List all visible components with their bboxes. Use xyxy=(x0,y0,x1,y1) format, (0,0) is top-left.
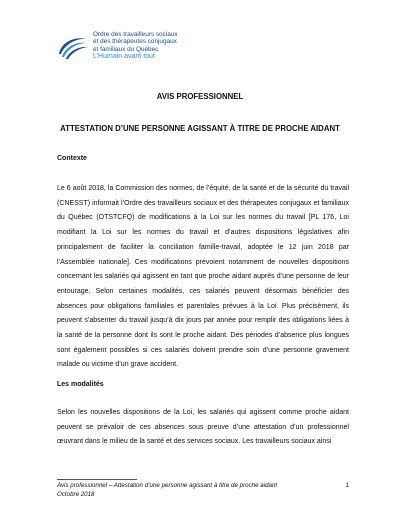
org-name xyxy=(93,31,178,61)
org-name-line3: et familiaux du Québec xyxy=(93,45,159,53)
document-title: ATTESTATION D’UNE PERSONNE AGISSANT À TITRE DE PROCHE AIDANT xyxy=(60,124,340,133)
section-paragraph-modalites: Selon les nouvelles dispositions de la Loi, les salariés qui agissent comme proche aidant peuvent se prévaloir de ces absences sous preuve d’une attestation d’un professionnel œuvrant dans le milieu de la santé et des services sociaux. Les travailleurs sociaux ainsi xyxy=(57,409,349,446)
org-name-line1: Ordre des travailleurs sociaux xyxy=(93,31,178,38)
org-logo xyxy=(55,30,255,70)
footer-divider xyxy=(57,479,137,480)
footer-doc-title: Avis professionnel – Attestation d’une personne agissant à titre de proche aidant xyxy=(57,482,278,489)
section-paragraph-contexte: Le 6 août 2018, la Commission des normes, de l’équité, de la santé et de la sécurité du travail (CNESST) informait l’Ordre des travailleurs sociaux et des thérapeutes conjugaux et familiaux du Québec (OTSTCFQ) de modifications à la Loi sur les normes du travail [PL 176, Loi modifiant la Loi sur les normes du travail et d’autres dispositions législatives afin principalement de faciliter la conciliation famille-travail, adoptée le 12 juin 2018 par l’Assemblée nationale]. Ces modifications prévoient notamment de nouvelles dispositions concernant les salariés qui agissent en tant que proche aidant auprès d’une personne de leur entourage. Selon certaines modalités, ces salariés peuvent désormais bénéficier des absences pour obligations familiales et parentales prévues à la Loi. Plus précisément, ils peuvent s’absenter du travail jusqu’à dix jours par année pour remplir des obligations liées à la santé de la personne dont ils sont le proche aidant. Des périodes d’absence plus longues sont également possibles si ces salariés doivent prendre soin d’une personne gravement malade ou victime d’un grave accident. xyxy=(57,185,349,369)
section-heading-contexte: Contexte xyxy=(57,155,87,162)
section-heading-modalites: Les modalités xyxy=(57,381,104,388)
document-kicker: AVIS PROFESSIONNEL xyxy=(156,92,244,101)
swoosh-logo-icon xyxy=(55,32,89,62)
org-name-line2: et des thérapeutes conjugaux xyxy=(93,38,177,46)
org-tagline: L’Humain avant tout xyxy=(93,53,155,61)
page-footer xyxy=(57,482,349,499)
page-number: 1 xyxy=(345,482,349,489)
footer-date: Octobre 2018 xyxy=(57,490,95,498)
